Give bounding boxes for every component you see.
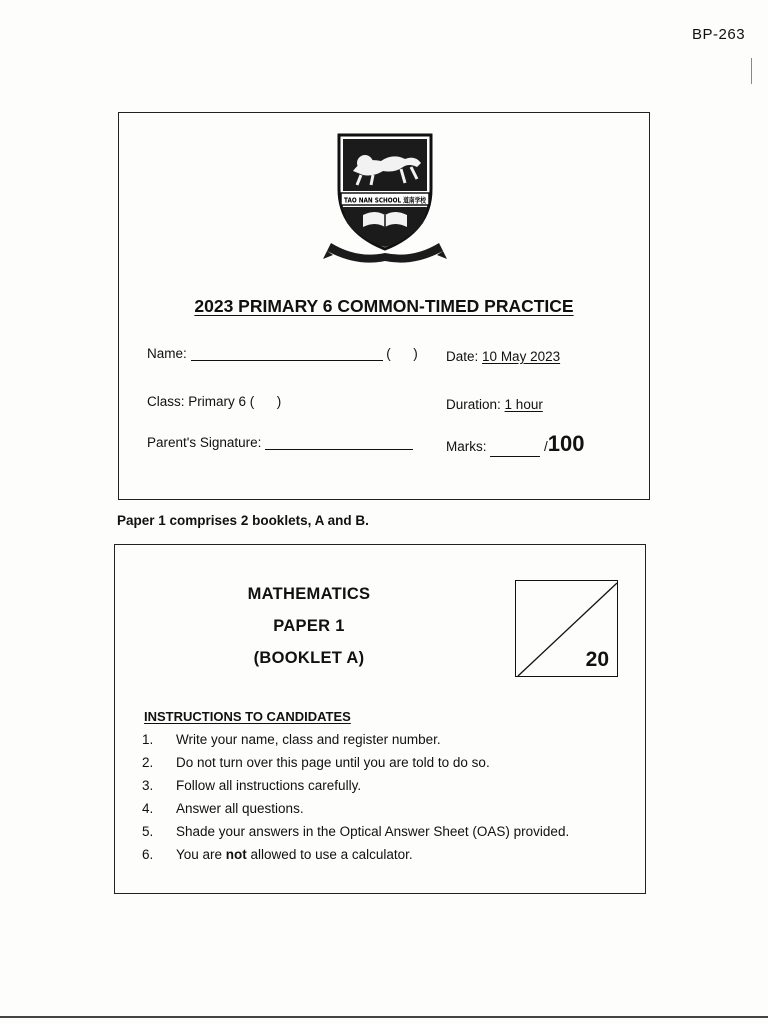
duration-value: 1 hour bbox=[504, 397, 543, 412]
booklet-box bbox=[114, 544, 646, 894]
name-field-line[interactable] bbox=[191, 348, 383, 361]
paper-note: Paper 1 comprises 2 booklets, A and B. bbox=[117, 513, 369, 528]
school-crest-logo bbox=[323, 127, 447, 267]
marks-field-line[interactable] bbox=[490, 444, 540, 457]
instruction-item: 5. Shade your answers in the Optical Answer Sheet (OAS) provided. bbox=[142, 824, 570, 839]
svg-text:TAO NAN SCHOOL 道南学校: TAO NAN SCHOOL 道南学校 bbox=[344, 196, 445, 205]
instruction-item: 4. Answer all questions. bbox=[142, 801, 304, 816]
margin-mark bbox=[751, 58, 752, 84]
name-label: Name: bbox=[147, 346, 187, 361]
instruction-item: 6. You are not allowed to use a calculator. bbox=[142, 847, 413, 862]
instructions-heading: INSTRUCTIONS TO CANDIDATES bbox=[144, 709, 351, 724]
instruction-item: 3. Follow all instructions carefully. bbox=[142, 778, 362, 793]
instruction-item: 2. Do not turn over this page until you are told to do so. bbox=[142, 755, 490, 770]
marks-score-box bbox=[515, 580, 618, 677]
class-label: Class: Primary 6 ( ) bbox=[147, 394, 282, 409]
subject-heading: MATHEMATICS bbox=[247, 585, 371, 603]
exam-title: 2023 PRIMARY 6 COMMON-TIMED PRACTICE bbox=[194, 296, 574, 316]
page-bottom-rule bbox=[0, 1016, 768, 1018]
parent-signature-row bbox=[147, 435, 413, 450]
booklet-total-marks: 20 bbox=[585, 648, 609, 671]
marks-label: Marks: bbox=[446, 439, 487, 454]
register-number-parens: ( ) bbox=[386, 346, 418, 361]
date-value: 10 May 2023 bbox=[482, 349, 561, 364]
cover-details-box bbox=[118, 112, 650, 500]
marks-slash: / bbox=[544, 439, 548, 454]
marks-row bbox=[446, 431, 585, 457]
date-row bbox=[446, 349, 560, 364]
duration-label: Duration: bbox=[446, 397, 501, 412]
parent-signature-label: Parent's Signature: bbox=[147, 435, 262, 450]
crest-school-name-text bbox=[344, 196, 445, 205]
parent-signature-line[interactable] bbox=[265, 437, 413, 450]
name-row bbox=[147, 346, 418, 361]
marks-total: 100 bbox=[547, 431, 585, 456]
date-label: Date: bbox=[446, 349, 479, 364]
instruction-item: 1. Write your name, class and register number. bbox=[142, 732, 441, 747]
duration-row bbox=[446, 397, 543, 412]
paper-heading: PAPER 1 bbox=[273, 617, 345, 635]
booklet-heading: (BOOKLET A) bbox=[253, 649, 365, 667]
instructions-list bbox=[142, 732, 569, 870]
document-code: BP-263 bbox=[692, 26, 746, 43]
